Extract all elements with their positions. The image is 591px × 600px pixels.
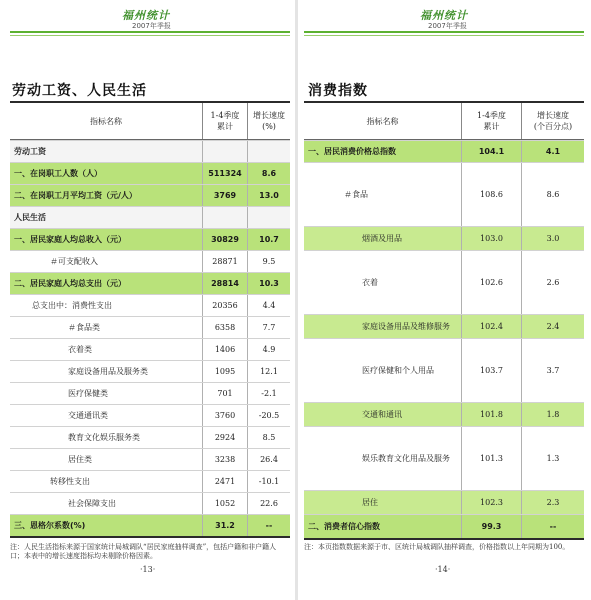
table-row [304,402,584,426]
table-row [10,514,290,536]
row-indicator: 转移性支出 [50,477,90,486]
row-growth: 2.6 [521,251,584,314]
row-indicator: 衣着类 [68,345,92,354]
row-growth: 1.3 [521,427,584,490]
row-growth: 2.4 [521,315,584,338]
row-growth: 8.6 [247,163,290,184]
row-value: 2924 [202,427,247,448]
table-body [304,140,584,538]
row-indicator: ＃食品 [344,190,368,199]
page-number: ·14· [435,565,451,574]
row-growth: 1.8 [521,403,584,426]
table-row [10,426,290,448]
row-growth: 2.3 [521,491,584,514]
footnote: 注：人民生活指标来源于国家统计局城调队“居民家庭抽样调查”，包括户籍和非户籍人口；本表中的增长速度指标均未剔除价格因素。 [10,543,277,560]
header-rule-thin [304,35,584,36]
row-indicator: 家庭设备用品及服务类 [68,367,148,376]
table-row [10,272,290,294]
row-growth: -- [521,515,584,538]
header-rule [10,31,290,33]
row-value: 103.7 [461,339,521,402]
row-value: 104.1 [461,141,521,162]
table-row [304,140,584,162]
row-growth [247,141,290,162]
row-growth: 3.7 [521,339,584,402]
table-row [304,250,584,314]
column-header-growth: 增长速度 (个百分点) [521,103,584,139]
table-row [10,470,290,492]
stats-table-right [304,101,584,540]
table-row [10,162,290,184]
section-title: 劳动工资、人民生活 [12,83,147,99]
row-value: 2471 [202,471,247,492]
row-growth: -20.5 [247,405,290,426]
row-growth: 13.0 [247,185,290,206]
table-row [10,140,290,162]
table-row [10,206,290,228]
row-indicator: 烟酒及用品 [362,234,402,243]
row-indicator: 劳动工资 [14,147,46,156]
row-growth [247,207,290,228]
row-value: 102.6 [461,251,521,314]
section-title: 消费指数 [308,83,368,99]
row-indicator: ＃可支配收入 [50,257,98,266]
edition-label: 2007年季报 [132,22,171,30]
column-header-indicator: 指标名称 [90,116,122,126]
page-number: ·13· [140,565,156,574]
table-row [304,490,584,514]
row-indicator: 交通和通讯 [362,410,402,419]
table-row [10,228,290,250]
row-value: 30829 [202,229,247,250]
row-indicator: 一、居民家庭人均总收入（元） [14,235,126,244]
table-header [10,103,290,140]
page-right [298,0,591,600]
row-value: 1095 [202,361,247,382]
row-growth: 4.9 [247,339,290,360]
row-indicator: 医疗保健和个人用品 [362,366,434,375]
row-growth: 4.1 [521,141,584,162]
row-value: 31.2 [202,515,247,536]
column-header-growth: 增长速度 (%) [247,103,290,139]
table-row [10,294,290,316]
row-growth: 10.7 [247,229,290,250]
column-header-value: 1-4季度 累计 [461,103,521,139]
row-value: 102.3 [461,491,521,514]
row-value: 1406 [202,339,247,360]
row-indicator: 总支出中：消费性支出 [32,301,112,310]
row-value [202,207,247,228]
row-growth: 3.0 [521,227,584,250]
row-indicator: 娱乐教育文化用品及服务 [362,454,450,463]
row-value: 108.6 [461,163,521,226]
table-row [10,184,290,206]
brand-logo: 福州统计 [420,9,468,22]
row-growth: 8.5 [247,427,290,448]
brand-logo: 福州统计 [122,9,170,22]
row-value: 701 [202,383,247,404]
table-row [10,382,290,404]
row-value: 102.4 [461,315,521,338]
row-value: 3769 [202,185,247,206]
footnote: 注：本页指数数据来源于市、区统计局城调队抽样调查，价格指数以上年同期为100。 [304,543,570,551]
header-rule-thin [10,35,290,36]
table-row [10,360,290,382]
row-value: 1052 [202,493,247,514]
table-row [10,448,290,470]
row-value: 20356 [202,295,247,316]
table-row [304,162,584,226]
row-value: 3238 [202,449,247,470]
row-growth: 26.4 [247,449,290,470]
table-row [10,316,290,338]
row-indicator: 一、居民消费价格总指数 [308,147,396,156]
row-growth: 10.3 [247,273,290,294]
row-indicator: 一、在岗职工人数（人） [14,169,102,178]
row-growth: 7.7 [247,317,290,338]
row-value: 101.8 [461,403,521,426]
row-indicator: 医疗保健类 [68,389,108,398]
stats-table-left [10,101,290,538]
row-indicator: 二、消费者信心指数 [308,522,380,531]
row-indicator: 衣着 [362,278,378,287]
table-row [304,314,584,338]
row-indicator: ＃食品类 [68,323,100,332]
row-indicator: 社会保障支出 [68,499,116,508]
row-indicator: 交通通讯类 [68,411,108,420]
row-value: 28814 [202,273,247,294]
table-row [304,426,584,490]
row-growth: -10.1 [247,471,290,492]
row-value: 101.3 [461,427,521,490]
row-indicator: 二、在岗职工月平均工资（元/人） [14,191,137,200]
row-growth: 4.4 [247,295,290,316]
row-growth: 9.5 [247,251,290,272]
column-header-indicator: 指标名称 [366,116,399,126]
table-body [10,140,290,536]
row-indicator: 居住类 [68,455,92,464]
header-rule [304,31,584,33]
row-indicator: 居住 [362,498,378,507]
row-growth: 12.1 [247,361,290,382]
table-row [10,492,290,514]
table-row [304,514,584,538]
row-value: 6358 [202,317,247,338]
row-growth: 22.6 [247,493,290,514]
table-row [10,250,290,272]
row-value: 3760 [202,405,247,426]
row-value [202,141,247,162]
table-row [10,338,290,360]
row-value: 511324 [202,163,247,184]
row-indicator: 二、居民家庭人均总支出（元） [14,279,126,288]
row-value: 99.3 [461,515,521,538]
table-row [304,226,584,250]
row-indicator: 人民生活 [14,213,46,222]
row-growth: 8.6 [521,163,584,226]
row-growth: -- [247,515,290,536]
row-value: 103.0 [461,227,521,250]
row-growth: -2.1 [247,383,290,404]
row-indicator: 教育文化娱乐服务类 [68,433,140,442]
column-header-value: 1-4季度 累计 [202,103,247,139]
edition-label: 2007年季报 [428,22,467,30]
row-indicator: 三、恩格尔系数(%) [14,521,86,530]
table-row [10,404,290,426]
row-value: 28871 [202,251,247,272]
table-row [304,338,584,402]
row-indicator: 家庭设备用品及维修服务 [362,322,450,331]
table-header [304,103,584,140]
